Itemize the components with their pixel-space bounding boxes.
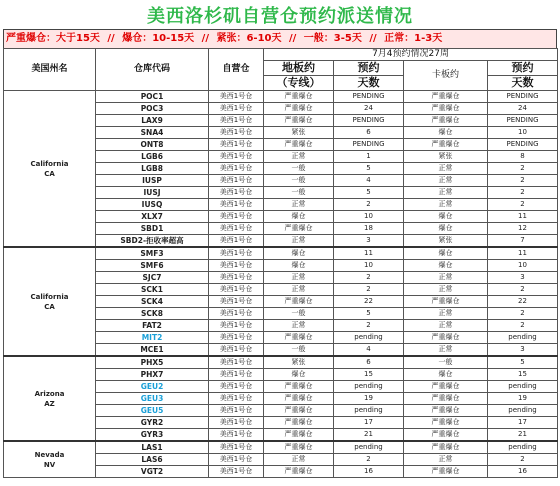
floor-status: 一般	[264, 175, 334, 187]
warehouse-code: GYR2	[96, 417, 209, 429]
warehouse-code: SCK1	[96, 284, 209, 296]
state-abbr: AZ	[44, 399, 55, 408]
self-warehouse: 美西1号仓	[209, 151, 264, 163]
floor-days: 2	[334, 454, 404, 466]
warehouse-code: SCK8	[96, 308, 209, 320]
warehouse-code: IUSP	[96, 175, 209, 187]
floor-status: 一般	[264, 308, 334, 320]
self-warehouse: 美西1号仓	[209, 405, 264, 417]
pallet-status: 正常	[404, 308, 488, 320]
pallet-days: 11	[488, 247, 558, 260]
pallet-status: 爆仓	[404, 369, 488, 381]
warehouse-code: SMF6	[96, 260, 209, 272]
pallet-status: 爆仓	[404, 211, 488, 223]
floor-days: pending	[334, 332, 404, 344]
pallet-status: 爆仓	[404, 223, 488, 235]
floor-days: 22	[334, 296, 404, 308]
floor-days: 1	[334, 151, 404, 163]
floor-status: 爆仓	[264, 247, 334, 260]
floor-days: 6	[334, 127, 404, 139]
floor-status: 严重爆仓	[264, 332, 334, 344]
self-warehouse: 美西1号仓	[209, 381, 264, 393]
pallet-days: 10	[488, 260, 558, 272]
warehouse-code: SMF3	[96, 247, 209, 260]
floor-days: PENDING	[334, 91, 404, 103]
header-code: 仓库代码	[96, 49, 209, 91]
floor-days: pending	[334, 405, 404, 417]
legend-overload: 爆仓：10-15天	[122, 33, 195, 44]
floor-status: 严重爆仓	[264, 103, 334, 115]
floor-days: 17	[334, 417, 404, 429]
warehouse-code: LAS6	[96, 454, 209, 466]
floor-days: 2	[334, 199, 404, 211]
pallet-days: 2	[488, 284, 558, 296]
warehouse-code: LGB6	[96, 151, 209, 163]
state-name: Arizona	[34, 389, 65, 398]
floor-status: 严重爆仓	[264, 405, 334, 417]
pallet-status: 爆仓	[404, 127, 488, 139]
pallet-status: 正常	[404, 320, 488, 332]
self-warehouse: 美西1号仓	[209, 332, 264, 344]
floor-status: 爆仓	[264, 211, 334, 223]
warehouse-code: PHX5	[96, 356, 209, 369]
self-warehouse: 美西1号仓	[209, 115, 264, 127]
floor-status: 正常	[264, 199, 334, 211]
self-warehouse: 美西1号仓	[209, 235, 264, 248]
pallet-status: 严重爆仓	[404, 296, 488, 308]
warehouse-code: SBD1	[96, 223, 209, 235]
warehouse-code: VGT2	[96, 466, 209, 478]
floor-status: 紧张	[264, 356, 334, 369]
floor-status: 正常	[264, 235, 334, 248]
self-warehouse: 美西1号仓	[209, 356, 264, 369]
pallet-status: 正常	[404, 284, 488, 296]
state-name: California	[30, 159, 69, 168]
warehouse-code: SBD2-拒收率超高	[96, 235, 209, 248]
floor-status: 严重爆仓	[264, 466, 334, 478]
pallet-days: pending	[488, 441, 558, 454]
pallet-status: 爆仓	[404, 260, 488, 272]
floor-days: 18	[334, 223, 404, 235]
floor-status: 正常	[264, 284, 334, 296]
self-warehouse: 美西1号仓	[209, 223, 264, 235]
header-floor-sub: （专线）	[264, 76, 334, 91]
floor-status: 严重爆仓	[264, 296, 334, 308]
self-warehouse: 美西1号仓	[209, 369, 264, 381]
self-warehouse: 美西1号仓	[209, 417, 264, 429]
warehouse-code: SNA4	[96, 127, 209, 139]
self-warehouse: 美西1号仓	[209, 308, 264, 320]
warehouse-code: POC1	[96, 91, 209, 103]
floor-status: 爆仓	[264, 369, 334, 381]
floor-status: 严重爆仓	[264, 115, 334, 127]
pallet-status: 正常	[404, 199, 488, 211]
warehouse-code: SJC7	[96, 272, 209, 284]
floor-status: 爆仓	[264, 260, 334, 272]
pallet-days: pending	[488, 381, 558, 393]
pallet-days: 19	[488, 393, 558, 405]
floor-days: 2	[334, 284, 404, 296]
warehouse-code: ONT8	[96, 139, 209, 151]
header-floor: 地板约	[264, 61, 334, 76]
floor-days: 16	[334, 466, 404, 478]
self-warehouse: 美西1号仓	[209, 296, 264, 308]
header-self: 自营仓	[209, 49, 264, 91]
pallet-days: 2	[488, 454, 558, 466]
warehouse-code: LAX9	[96, 115, 209, 127]
header-period: 7月4预约情况27周	[264, 49, 558, 61]
page-title: 美西洛杉矶自营仓预约派送情况	[147, 6, 413, 27]
state-cell	[4, 356, 96, 441]
pallet-status: 严重爆仓	[404, 381, 488, 393]
floor-days: 6	[334, 356, 404, 369]
floor-status: 严重爆仓	[264, 441, 334, 454]
pallet-status: 正常	[404, 187, 488, 199]
pallet-days: 2	[488, 163, 558, 175]
self-warehouse: 美西1号仓	[209, 393, 264, 405]
table-row	[4, 247, 558, 260]
floor-days: 2	[334, 272, 404, 284]
floor-status: 正常	[264, 272, 334, 284]
header-card-days-sub: 天数	[488, 76, 558, 91]
floor-status: 紧张	[264, 127, 334, 139]
warehouse-code: XLX7	[96, 211, 209, 223]
pallet-status: 正常	[404, 272, 488, 284]
warehouse-code: GYR3	[96, 429, 209, 442]
warehouse-code: SCK4	[96, 296, 209, 308]
pallet-days: 11	[488, 211, 558, 223]
warehouse-code: IUSJ	[96, 187, 209, 199]
floor-status: 严重爆仓	[264, 417, 334, 429]
self-warehouse: 美西1号仓	[209, 441, 264, 454]
pallet-days: 3	[488, 272, 558, 284]
self-warehouse: 美西1号仓	[209, 272, 264, 284]
header-card: 卡板约	[404, 61, 488, 91]
self-warehouse: 美西1号仓	[209, 103, 264, 115]
floor-status: 正常	[264, 454, 334, 466]
pallet-days: 12	[488, 223, 558, 235]
warehouse-table	[3, 48, 558, 478]
warehouse-code: PHX7	[96, 369, 209, 381]
pallet-status: 严重爆仓	[404, 466, 488, 478]
floor-days: 4	[334, 344, 404, 357]
pallet-days: 10	[488, 127, 558, 139]
header-state: 美国州名	[4, 49, 96, 91]
legend-tight: 紧张：6-10天	[216, 33, 282, 44]
pallet-status: 严重爆仓	[404, 417, 488, 429]
self-warehouse: 美西1号仓	[209, 247, 264, 260]
warehouse-code: GEU3	[96, 393, 209, 405]
warehouse-code: LGB8	[96, 163, 209, 175]
state-abbr: CA	[44, 169, 55, 178]
state-cell	[4, 441, 96, 478]
pallet-status: 严重爆仓	[404, 429, 488, 442]
pallet-days: 2	[488, 175, 558, 187]
pallet-days: 22	[488, 296, 558, 308]
floor-status: 严重爆仓	[264, 393, 334, 405]
state-cell	[4, 91, 96, 248]
pallet-status: 紧张	[404, 151, 488, 163]
floor-days: 3	[334, 235, 404, 248]
warehouse-code: POC3	[96, 103, 209, 115]
self-warehouse: 美西1号仓	[209, 260, 264, 272]
state-name: California	[30, 292, 69, 301]
pallet-days: 2	[488, 308, 558, 320]
pallet-days: pending	[488, 405, 558, 417]
floor-status: 一般	[264, 187, 334, 199]
legend-separator: //	[107, 33, 115, 44]
self-warehouse: 美西1号仓	[209, 163, 264, 175]
legend-separator: //	[288, 33, 297, 44]
state-abbr: CA	[44, 302, 55, 311]
pallet-days: PENDING	[488, 115, 558, 127]
floor-days: 24	[334, 103, 404, 115]
legend-separator: //	[369, 33, 377, 44]
pallet-days: 17	[488, 417, 558, 429]
self-warehouse: 美西1号仓	[209, 199, 264, 211]
pallet-status: 严重爆仓	[404, 139, 488, 151]
pallet-days: 3	[488, 344, 558, 357]
self-warehouse: 美西1号仓	[209, 211, 264, 223]
floor-days: pending	[334, 381, 404, 393]
state-abbr: NV	[43, 460, 56, 469]
table-row	[4, 356, 558, 369]
floor-days: 4	[334, 175, 404, 187]
legend-moderate: 一般：3-5天	[303, 33, 362, 44]
self-warehouse: 美西1号仓	[209, 320, 264, 332]
floor-days: 2	[334, 320, 404, 332]
pallet-status: 正常	[404, 454, 488, 466]
floor-days: 5	[334, 163, 404, 175]
floor-days: 5	[334, 308, 404, 320]
pallet-days: 21	[488, 429, 558, 442]
pallet-days: 2	[488, 199, 558, 211]
pallet-status: 严重爆仓	[404, 441, 488, 454]
pallet-status: 严重爆仓	[404, 405, 488, 417]
pallet-days: 24	[488, 103, 558, 115]
floor-days: 10	[334, 260, 404, 272]
self-warehouse: 美西1号仓	[209, 127, 264, 139]
pallet-days: 2	[488, 187, 558, 199]
pallet-status: 正常	[404, 163, 488, 175]
self-warehouse: 美西1号仓	[209, 429, 264, 442]
floor-status: 正常	[264, 151, 334, 163]
self-warehouse: 美西1号仓	[209, 139, 264, 151]
floor-days: 5	[334, 187, 404, 199]
self-warehouse: 美西1号仓	[209, 284, 264, 296]
self-warehouse: 美西1号仓	[209, 454, 264, 466]
status-legend	[3, 29, 557, 48]
pallet-days: PENDING	[488, 139, 558, 151]
floor-days: PENDING	[334, 139, 404, 151]
floor-status: 严重爆仓	[264, 223, 334, 235]
self-warehouse: 美西1号仓	[209, 344, 264, 357]
state-name: Nevada	[34, 450, 65, 459]
self-warehouse: 美西1号仓	[209, 466, 264, 478]
floor-status: 一般	[264, 163, 334, 175]
pallet-status: 一般	[404, 356, 488, 369]
pallet-status: 正常	[404, 175, 488, 187]
legend-separator: //	[201, 33, 209, 44]
pallet-status: 严重爆仓	[404, 103, 488, 115]
pallet-status: 严重爆仓	[404, 393, 488, 405]
pallet-days: 7	[488, 235, 558, 248]
pallet-status: 严重爆仓	[404, 332, 488, 344]
warehouse-code: IUSQ	[96, 199, 209, 211]
floor-days: 11	[334, 247, 404, 260]
header-card-days: 预约	[488, 61, 558, 76]
floor-status: 正常	[264, 320, 334, 332]
warehouse-code: GEU2	[96, 381, 209, 393]
header-row	[4, 49, 558, 61]
floor-status: 一般	[264, 344, 334, 357]
self-warehouse: 美西1号仓	[209, 187, 264, 199]
pallet-days: 5	[488, 356, 558, 369]
self-warehouse: 美西1号仓	[209, 91, 264, 103]
header-floor-days-sub: 天数	[334, 76, 404, 91]
warehouse-code: MCE1	[96, 344, 209, 357]
table-row	[4, 441, 558, 454]
floor-days: pending	[334, 441, 404, 454]
pallet-days: 15	[488, 369, 558, 381]
legend-severe: 严重爆仓：大于15天	[6, 33, 100, 44]
pallet-status: 爆仓	[404, 247, 488, 260]
state-cell	[4, 247, 96, 356]
warehouse-code: FAT2	[96, 320, 209, 332]
self-warehouse: 美西1号仓	[209, 175, 264, 187]
table-row	[4, 91, 558, 103]
pallet-status: 正常	[404, 344, 488, 357]
floor-days: 15	[334, 369, 404, 381]
floor-status: 严重爆仓	[264, 139, 334, 151]
floor-status: 严重爆仓	[264, 381, 334, 393]
floor-status: 严重爆仓	[264, 429, 334, 442]
pallet-days: 2	[488, 320, 558, 332]
pallet-days: PENDING	[488, 91, 558, 103]
pallet-status: 严重爆仓	[404, 91, 488, 103]
header-floor-days: 预约	[334, 61, 404, 76]
warehouse-code: LAS1	[96, 441, 209, 454]
pallet-status: 紧张	[404, 235, 488, 248]
floor-days: PENDING	[334, 115, 404, 127]
warehouse-code: MIT2	[96, 332, 209, 344]
pallet-days: pending	[488, 332, 558, 344]
pallet-status: 严重爆仓	[404, 115, 488, 127]
floor-days: 19	[334, 393, 404, 405]
pallet-days: 8	[488, 151, 558, 163]
floor-status: 严重爆仓	[264, 91, 334, 103]
floor-days: 21	[334, 429, 404, 442]
floor-days: 10	[334, 211, 404, 223]
pallet-days: 16	[488, 466, 558, 478]
legend-normal: 正常：1-3天	[384, 33, 443, 44]
warehouse-code: GEU5	[96, 405, 209, 417]
